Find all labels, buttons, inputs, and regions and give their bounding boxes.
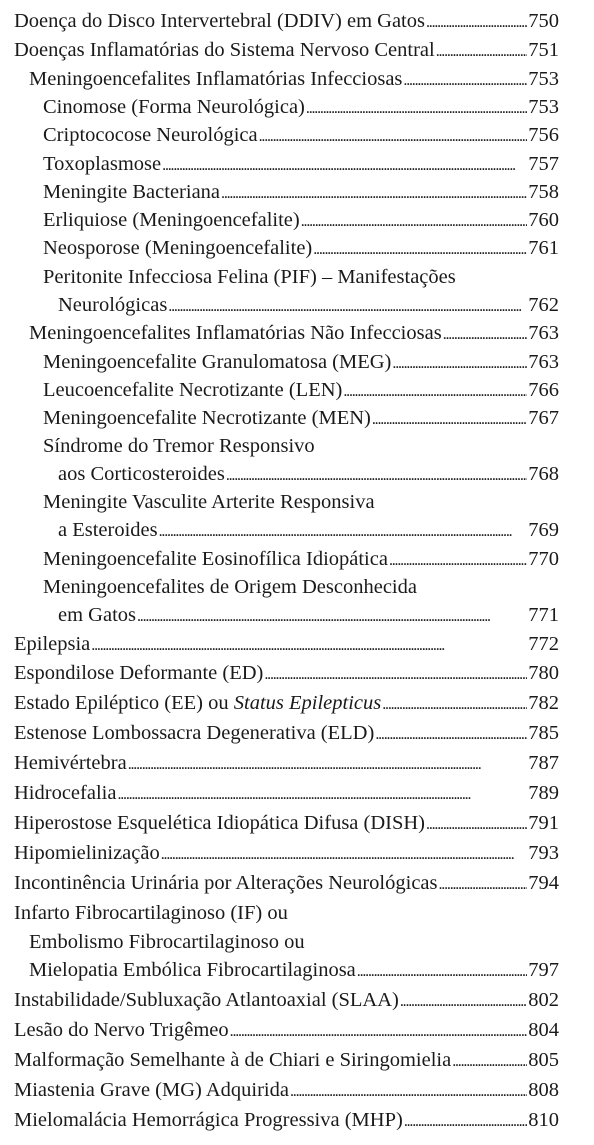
entry-title: Malformação Semelhante à de Chiari e Siringomielia bbox=[14, 1049, 452, 1071]
entry-title: Cinomose (Forma Neurológica) bbox=[43, 96, 305, 118]
page-number: 760 bbox=[528, 209, 559, 231]
entry-title: Espondilose Deformante (ED) bbox=[14, 662, 264, 684]
toc-entry bbox=[29, 956, 559, 984]
toc-entry bbox=[29, 928, 559, 956]
entry-title: Hiperostose Esquelética Idiopática Difusa (DISH) bbox=[14, 812, 426, 834]
entry-title: a Esteroides bbox=[58, 519, 158, 541]
page-number: 761 bbox=[528, 237, 559, 259]
page-number: 770 bbox=[528, 548, 559, 570]
dot-leader bbox=[230, 1016, 528, 1046]
page-number: 756 bbox=[528, 124, 559, 146]
page-number: 791 bbox=[528, 812, 559, 834]
toc-entry bbox=[29, 65, 559, 93]
dot-leader bbox=[343, 376, 527, 406]
toc-entry bbox=[43, 404, 559, 432]
entry-title: Meningite Bacteriana bbox=[43, 181, 221, 203]
page-number: 780 bbox=[528, 662, 559, 684]
toc-entry bbox=[14, 986, 559, 1014]
page-number: 797 bbox=[528, 959, 559, 981]
entry-title: Toxoplasmose bbox=[43, 153, 162, 175]
page-number: 782 bbox=[528, 692, 559, 714]
page-number: 768 bbox=[528, 463, 559, 485]
dot-leader bbox=[313, 234, 527, 264]
toc-entry bbox=[14, 1076, 559, 1104]
entry-title: Instabilidade/Subluxação Atlantoaxial (SLAA) bbox=[14, 989, 399, 1011]
dot-leader bbox=[403, 65, 527, 95]
toc-entry bbox=[43, 263, 559, 291]
entry-title: Hipomielinização bbox=[14, 842, 160, 864]
toc-entry bbox=[43, 545, 559, 573]
dot-leader bbox=[452, 1046, 527, 1076]
toc-entry bbox=[43, 93, 559, 121]
entry-title: Erliquiose (Meningoencefalite) bbox=[43, 209, 300, 231]
dot-leader bbox=[392, 348, 527, 378]
page-number: 787 bbox=[528, 752, 559, 774]
entry-title: Criptococose Neurológica bbox=[43, 124, 258, 146]
toc-entry bbox=[43, 488, 559, 516]
page-number: 753 bbox=[528, 96, 559, 118]
dot-leader bbox=[400, 986, 527, 1016]
toc-entry bbox=[58, 291, 559, 319]
page-number: 758 bbox=[528, 181, 559, 203]
dot-leader bbox=[443, 319, 528, 349]
entry-title: Meningoencefalite Necrotizante (MEN) bbox=[43, 407, 371, 429]
toc-entry bbox=[14, 869, 559, 897]
page-number: 793 bbox=[528, 842, 559, 864]
entry-title: Lesão do Nervo Trigêmeo bbox=[14, 1019, 229, 1041]
entry-title bbox=[14, 689, 381, 717]
toc-entry bbox=[14, 630, 559, 658]
dot-leader bbox=[301, 206, 528, 236]
entry-title: em Gatos bbox=[58, 604, 136, 626]
entry-title: Infarto Fibrocartilaginoso (IF) ou bbox=[14, 902, 288, 924]
toc-entry bbox=[43, 178, 559, 206]
entry-title: Mielopatia Embólica Fibrocartilaginosa bbox=[29, 959, 356, 981]
entry-title: Meningite Vasculite Arterite Responsiva bbox=[43, 491, 375, 513]
toc-entry bbox=[14, 36, 559, 64]
dot-leader bbox=[426, 809, 527, 839]
page-number: 757 bbox=[528, 153, 559, 175]
dot-leader bbox=[91, 630, 527, 660]
entry-title: Peritonite Infecciosa Felina (PIF) – Manifestações bbox=[43, 266, 456, 288]
dot-leader bbox=[290, 1076, 527, 1106]
toc-entry bbox=[14, 809, 559, 837]
dot-leader bbox=[382, 689, 527, 719]
page-number: 810 bbox=[528, 1109, 559, 1131]
toc-entry bbox=[14, 659, 559, 687]
dot-leader bbox=[161, 839, 528, 869]
page-number: 808 bbox=[528, 1079, 559, 1101]
entry-title: Neurológicas bbox=[58, 294, 168, 316]
toc-entry bbox=[58, 601, 559, 629]
entry-title: Mielomalácia Hemorrágica Progressiva (MHP) bbox=[14, 1109, 403, 1131]
page-number: 771 bbox=[528, 604, 559, 626]
dot-leader bbox=[357, 956, 527, 986]
page-number: 763 bbox=[528, 322, 559, 344]
entry-title: Neosporose (Meningoencefalite) bbox=[43, 237, 313, 259]
dot-leader bbox=[259, 121, 528, 151]
toc-entry bbox=[43, 234, 559, 262]
entry-title: Meningoencefalite Granulomatosa (MEG) bbox=[43, 351, 392, 373]
dot-leader bbox=[426, 7, 527, 37]
dot-leader bbox=[436, 36, 528, 66]
page-number: 767 bbox=[528, 407, 559, 429]
dot-leader bbox=[439, 869, 528, 899]
page-number: 762 bbox=[528, 294, 559, 316]
page-number: 769 bbox=[528, 519, 559, 541]
toc-entry bbox=[43, 348, 559, 376]
toc-entry bbox=[43, 206, 559, 234]
entry-title: Meningoencefalites de Origem Desconhecida bbox=[43, 576, 417, 598]
page-number: 785 bbox=[528, 722, 559, 744]
toc-entry bbox=[14, 749, 559, 777]
dot-leader bbox=[264, 659, 527, 689]
page-number: 789 bbox=[528, 782, 559, 804]
dot-leader bbox=[375, 719, 527, 749]
entry-title: Doença do Disco Intervertebral (DDIV) em Gatos bbox=[14, 10, 425, 32]
dot-leader bbox=[137, 601, 527, 631]
dot-leader bbox=[117, 779, 527, 809]
entry-title: aos Corticosteroides bbox=[58, 463, 225, 485]
dot-leader bbox=[226, 460, 527, 490]
page-number: 805 bbox=[528, 1049, 559, 1071]
toc-entry bbox=[58, 516, 559, 544]
entry-title: Incontinência Urinária por Alterações Neurológicas bbox=[14, 872, 438, 894]
toc-entry bbox=[29, 319, 559, 347]
entry-title: Meningoencefalites Inflamatórias Não Infecciosas bbox=[29, 322, 442, 344]
toc-entry bbox=[43, 573, 559, 601]
dot-leader bbox=[159, 516, 528, 546]
entry-title: Meningoencefalite Eosinofílica Idiopática bbox=[43, 548, 388, 570]
entry-title: Epilepsia bbox=[14, 633, 91, 655]
toc-entry bbox=[14, 1046, 559, 1074]
dot-leader bbox=[128, 749, 528, 779]
entry-title: Estenose Lombossacra Degenerativa (ELD) bbox=[14, 722, 375, 744]
page-number: 802 bbox=[528, 989, 559, 1011]
dot-leader bbox=[306, 93, 527, 123]
entry-title: Embolismo Fibrocartilaginoso ou bbox=[29, 931, 305, 953]
entry-title: Doenças Inflamatórias do Sistema Nervoso Central bbox=[14, 39, 435, 61]
entry-title: Hemivértebra bbox=[14, 752, 127, 774]
toc-entry bbox=[14, 1016, 559, 1044]
page-number: 772 bbox=[528, 633, 559, 655]
entry-title-roman: Estado Epiléptico (EE) ou bbox=[14, 692, 229, 714]
toc-entry bbox=[43, 150, 559, 178]
page-number: 751 bbox=[528, 39, 559, 61]
toc-entry bbox=[14, 779, 559, 807]
toc-entry bbox=[14, 839, 559, 867]
dot-leader bbox=[372, 404, 527, 434]
entry-title: Síndrome do Tremor Responsivo bbox=[43, 435, 315, 457]
toc-entry bbox=[43, 376, 559, 404]
toc-entry bbox=[14, 7, 559, 35]
toc-entry bbox=[43, 432, 559, 460]
dot-leader bbox=[389, 545, 527, 575]
dot-leader bbox=[404, 1106, 527, 1136]
page-number: 766 bbox=[528, 379, 559, 401]
dot-leader bbox=[221, 178, 527, 208]
entry-title: Hidrocefalia bbox=[14, 782, 117, 804]
toc-entry bbox=[43, 121, 559, 149]
entry-title: Meningoencefalites Inflamatórias Infecciosas bbox=[29, 68, 403, 90]
toc-entry bbox=[14, 719, 559, 747]
entry-title-italic: Status Epilepticus bbox=[233, 692, 382, 714]
entry-title: Leucoencefalite Necrotizante (LEN) bbox=[43, 379, 343, 401]
page-number: 763 bbox=[528, 351, 559, 373]
toc-entry bbox=[14, 689, 559, 717]
page-number: 804 bbox=[528, 1019, 559, 1041]
toc-entry bbox=[14, 1106, 559, 1134]
entry-title: Miastenia Grave (MG) Adquirida bbox=[14, 1079, 289, 1101]
dot-leader bbox=[162, 150, 527, 180]
dot-leader bbox=[168, 291, 527, 321]
toc-entry bbox=[14, 899, 559, 927]
toc-entry bbox=[58, 460, 559, 488]
page-number: 753 bbox=[528, 68, 559, 90]
page-number: 794 bbox=[528, 872, 559, 894]
page-number: 750 bbox=[528, 10, 559, 32]
